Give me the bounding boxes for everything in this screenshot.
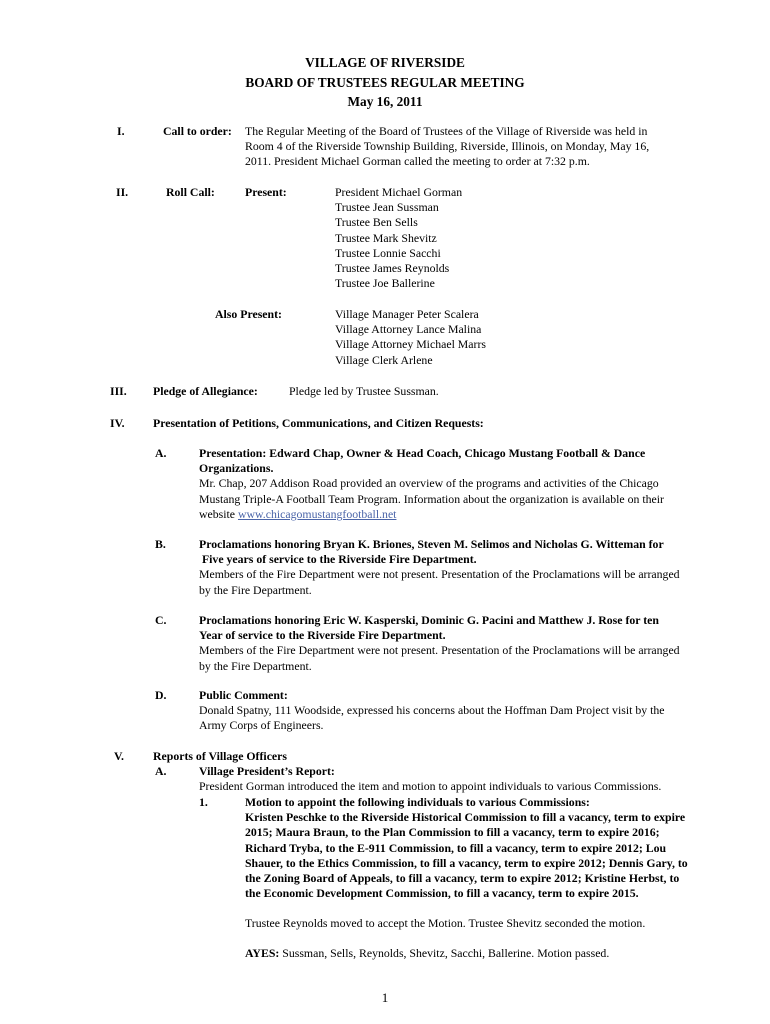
- section-1-line: The Regular Meeting of the Board of Trustees of the Village of Riverside was held in: [245, 124, 648, 138]
- website-link[interactable]: www.chicagomustangfootball.net: [238, 506, 397, 521]
- present-label: Present:: [245, 185, 287, 199]
- item-d-body: Army Corps of Engineers.: [199, 718, 324, 733]
- item-c-title: Proclamations honoring Eric W. Kasperski, Dominic G. Pacini and Matthew J. Rose for ten: [199, 613, 659, 627]
- also-present-label: Also Present:: [215, 307, 282, 321]
- motion-moved-text: Trustee Reynolds moved to accept the Motion. Trustee Shevitz seconded the motion.: [245, 916, 646, 930]
- section-3-text: Pledge led by Trustee Sussman.: [289, 384, 439, 398]
- item-d-content: [199, 688, 707, 734]
- item-b-letter: B.: [155, 537, 166, 551]
- present-member: Trustee James Reynolds: [335, 261, 450, 276]
- page-number: 1: [381, 990, 389, 1005]
- item-b-title: Proclamations honoring Bryan K. Briones, Steven M. Selimos and Nicholas G. Witteman for: [199, 537, 664, 551]
- item-d-letter: D.: [155, 688, 167, 702]
- also-present-member: Village Attorney Lance Malina: [335, 322, 482, 337]
- section-5-number: V.: [114, 749, 124, 763]
- item-a-body: Mr. Chap, 207 Addison Road provided an overview of the programs and activities of the Chicago: [199, 476, 659, 491]
- ayes-line: [245, 946, 609, 961]
- section-3-label: Pledge of Allegiance:: [153, 384, 258, 398]
- section-2-label: Roll Call:: [166, 185, 215, 199]
- present-member: Trustee Ben Sells: [335, 215, 418, 230]
- present-member: President Michael Gorman: [335, 185, 463, 199]
- item-a-body: Mustang Triple-A Football Team Program. Information about the organization is available on their: [199, 491, 664, 506]
- ayes-label: AYES:: [245, 946, 280, 960]
- also-present-list: [335, 307, 665, 368]
- item-b-content: [199, 537, 707, 598]
- item-b-title-cont: Five years of service to the Riverside Fire Department.: [199, 552, 477, 567]
- section-5-a-title: Village President’s Report:: [199, 764, 335, 778]
- item-a-website-prefix: website: [199, 506, 238, 521]
- also-present-member: Village Clerk Arlene: [335, 352, 433, 367]
- section-1-number: I.: [117, 124, 125, 138]
- also-present-member: Village Manager Peter Scalera: [335, 307, 479, 321]
- section-4-number: IV.: [110, 416, 125, 430]
- item-c-body: by the Fire Department.: [199, 658, 312, 673]
- item-c-letter: C.: [155, 613, 167, 627]
- header-line-2: BOARD OF TRUSTEES REGULAR MEETING: [245, 75, 525, 90]
- item-a-letter: A.: [155, 446, 167, 460]
- item-a-content: [199, 446, 707, 522]
- section-1-line: Room 4 of the Riverside Township Building, Riverside, Illinois, on Monday, May 16,: [245, 139, 650, 154]
- present-member: Trustee Jean Sussman: [335, 200, 439, 215]
- item-a-title: Presentation: Edward Chap, Owner & Head Coach, Chicago Mustang Football & Dance: [199, 446, 646, 460]
- item-a-title-cont: Organizations.: [199, 461, 274, 476]
- motion-line: the Zoning Board of Appeals, to fill a vacancy, term to expire 2012; Kristine Herbst, to: [245, 871, 680, 886]
- item-b-body: by the Fire Department.: [199, 582, 312, 597]
- ayes-text: Sussman, Sells, Reynolds, Shevitz, Sacchi, Ballerine. Motion passed.: [279, 946, 610, 960]
- motion-line: the Economic Development Commission, to fill a vacancy, term to expire 2015.: [245, 886, 639, 901]
- item-c-body: Members of the Fire Department were not present. Presentation of the Proclamations will be arranged: [199, 643, 680, 658]
- item-c-title-cont: Year of service to the Riverside Fire Department.: [199, 628, 446, 643]
- section-1-line: 2011. President Michael Gorman called the meeting to order at 7:32 p.m.: [245, 154, 590, 169]
- section-5-a-letter: A.: [155, 764, 167, 778]
- item-c-content: [199, 613, 707, 674]
- section-5-a-intro: President Gorman introduced the item and motion to appoint individuals to various Commissions.: [199, 779, 662, 793]
- motion-line: Shauer, to the Ethics Commission, to fill a vacancy, term to expire 2012; Dennis Gary, to: [245, 855, 688, 870]
- header-line-1: VILLAGE OF RIVERSIDE: [305, 55, 465, 70]
- header-date: May 16, 2011: [347, 94, 423, 109]
- section-4-title: Presentation of Petitions, Communications, and Citizen Requests:: [153, 416, 484, 430]
- motion-line: Richard Tryba, to the E-911 Commission, to fill a vacancy, term to expire 2012; Lou: [245, 840, 667, 855]
- motion-line: Kristen Peschke to the Riverside Historical Commission to fill a vacancy, term to expire: [245, 810, 686, 825]
- motion-number: 1.: [199, 795, 208, 809]
- section-2-number: II.: [116, 185, 129, 199]
- motion-title: Motion to appoint the following individuals to various Commissions:: [245, 795, 590, 809]
- item-d-title: Public Comment:: [199, 688, 288, 702]
- present-member: Trustee Lonnie Sacchi: [335, 245, 441, 260]
- present-member: Trustee Joe Ballerine: [335, 276, 435, 291]
- section-1-label: Call to order:: [163, 124, 232, 138]
- item-a-website-line: [199, 507, 707, 522]
- motion-line: 2015; Maura Braun, to the Plan Commission to fill a vacancy, term to expire 2016;: [245, 825, 660, 840]
- motion-content: [245, 795, 707, 901]
- present-list: [335, 185, 665, 291]
- section-3-number: III.: [110, 384, 127, 398]
- also-present-member: Village Attorney Michael Marrs: [335, 337, 486, 352]
- present-member: Trustee Mark Shevitz: [335, 230, 437, 245]
- section-5-title: Reports of Village Officers: [153, 749, 287, 763]
- section-1-body: [245, 124, 685, 170]
- item-b-body: Members of the Fire Department were not present. Presentation of the Proclamations will be arranged: [199, 567, 680, 582]
- item-d-body: Donald Spatny, 111 Woodside, expressed his concerns about the Hoffman Dam Project visit by the: [199, 703, 665, 718]
